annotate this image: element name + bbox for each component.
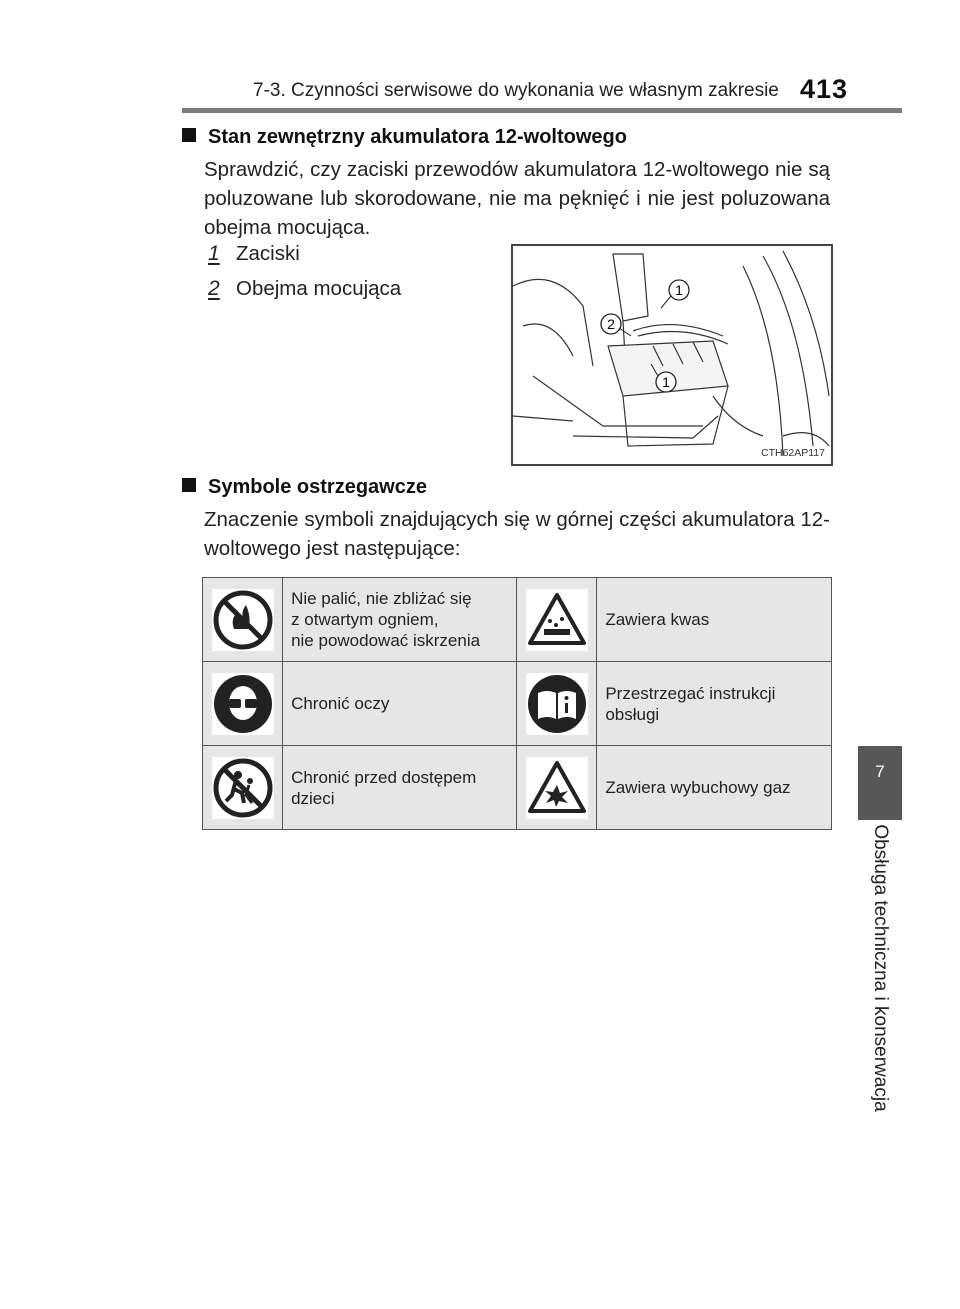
no-fire-icon (212, 589, 274, 651)
read-manual-icon (526, 673, 588, 735)
bullet-square (182, 478, 196, 492)
acid-warning-icon (526, 589, 588, 651)
warning-symbols-paragraph: Znaczenie symboli znajdujących się w górnej części akumulatora 12-woltowego jest następujące: (204, 508, 830, 560)
running-header: 7-3. Czynności serwisowe do wykonania we własnym zakresie (253, 80, 779, 101)
table-row (203, 578, 832, 662)
battery-illustration (511, 244, 833, 466)
warning-symbols-table (202, 577, 832, 830)
heading-text: Symbole ostrzegawcze (208, 476, 427, 498)
legend-number: 2 (208, 277, 220, 300)
legend-item-clamp (208, 277, 401, 301)
callout-1-top: 1 (675, 282, 683, 298)
symbol-description: Zawiera wybuchowy gaz (597, 746, 832, 830)
chapter-title-vertical: Obsługa techniczna i konserwacja (870, 824, 891, 1112)
legend-label: Obejma mocująca (236, 277, 402, 300)
keep-away-children-icon (212, 757, 274, 819)
callout-2: 2 (607, 316, 615, 332)
symbol-description: Nie palić, nie zbliżać się z otwartym ogniem, nie powodować iskrzenia (283, 578, 517, 662)
eye-protection-icon (212, 673, 274, 735)
legend-item-terminals (208, 242, 300, 266)
table-row (203, 746, 832, 830)
header-divider (182, 108, 902, 113)
battery-exterior-paragraph: Sprawdzić, czy zaciski przewodów akumulatora 12-woltowego nie są poluzowane lub skorodowane, nie ma pęknięć i nie jest poluzowana obejma mocująca. (204, 158, 830, 239)
symbol-description: Przestrzegać instrukcji obsługi (597, 662, 832, 746)
battery-drawing (513, 246, 831, 464)
symbol-description: Zawiera kwas (597, 578, 832, 662)
section-heading-battery-exterior (182, 126, 627, 149)
table-row (203, 662, 832, 746)
explosive-gas-icon (526, 757, 588, 819)
bullet-square (182, 128, 196, 142)
section-heading-warning-symbols (182, 476, 427, 499)
chapter-tab[interactable]: 7 (858, 746, 902, 820)
heading-text: Stan zewnętrzny akumulatora 12-woltowego (208, 126, 627, 148)
symbol-description: Chronić przed dostępem dzieci (283, 746, 517, 830)
legend-label: Zaciski (236, 242, 300, 265)
legend-number: 1 (208, 242, 220, 265)
figure-code: CTH62AP117 (760, 447, 825, 459)
symbol-description: Chronić oczy (283, 662, 517, 746)
page-number: 413 (800, 74, 849, 104)
callout-1-bottom: 1 (662, 374, 670, 390)
